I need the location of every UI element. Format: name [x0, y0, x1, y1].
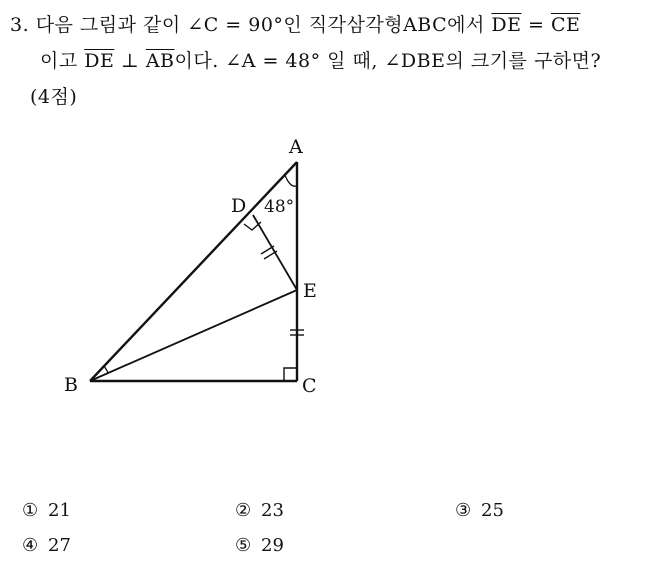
segment-be-line	[90, 290, 297, 381]
choice-3[interactable]	[455, 500, 504, 521]
segment-ab: $\overline{AB}$	[145, 50, 175, 72]
problem-points: (4점)	[30, 86, 78, 108]
choice-5[interactable]	[235, 535, 284, 556]
choice-4-value: 27	[48, 535, 71, 556]
problem-number: 3.	[10, 14, 30, 36]
choice-3-value: 25	[481, 500, 504, 521]
label-b: B	[64, 374, 78, 396]
choice-2-mark: ②	[235, 500, 252, 521]
choice-4-mark: ④	[22, 535, 39, 556]
problem-text-2b: 이다. ∠A = 48° 일 때, ∠DBE의 크기를 구하면?	[174, 50, 602, 72]
choice-1-mark: ①	[22, 500, 39, 521]
choice-2[interactable]	[235, 500, 284, 521]
problem-text-1: 다음 그림과 같이 ∠C = 90°인 직각삼각형ABC에서	[35, 14, 492, 36]
label-d: D	[231, 195, 247, 217]
label-c: C	[302, 375, 317, 397]
angle-arc-a	[285, 175, 297, 186]
choice-1[interactable]	[22, 500, 71, 521]
label-a: A	[289, 136, 303, 158]
segment-de-2: $\overline{DE}$	[84, 50, 115, 72]
segment-de: $\overline{DE}$	[491, 14, 522, 36]
choice-1-value: 21	[48, 500, 71, 521]
choice-4[interactable]	[22, 535, 71, 556]
problem-text-2a: 이고	[40, 50, 85, 72]
label-e: E	[303, 280, 317, 302]
angle-a-value: 48°	[264, 197, 295, 217]
choice-3-mark: ③	[455, 500, 472, 521]
tick-de-2	[264, 251, 277, 259]
segment-ce: $\overline{CE}$	[551, 14, 581, 36]
perpendicular-sign: ⊥	[114, 50, 146, 72]
tick-de-1	[261, 246, 274, 254]
side-ab	[90, 162, 297, 381]
right-angle-mark-c	[284, 368, 297, 381]
angle-arc-b	[104, 366, 108, 373]
choice-2-value: 23	[261, 500, 284, 521]
equals-sign: =	[521, 14, 552, 36]
choice-5-value: 29	[261, 535, 284, 556]
choice-5-mark: ⑤	[235, 535, 252, 556]
